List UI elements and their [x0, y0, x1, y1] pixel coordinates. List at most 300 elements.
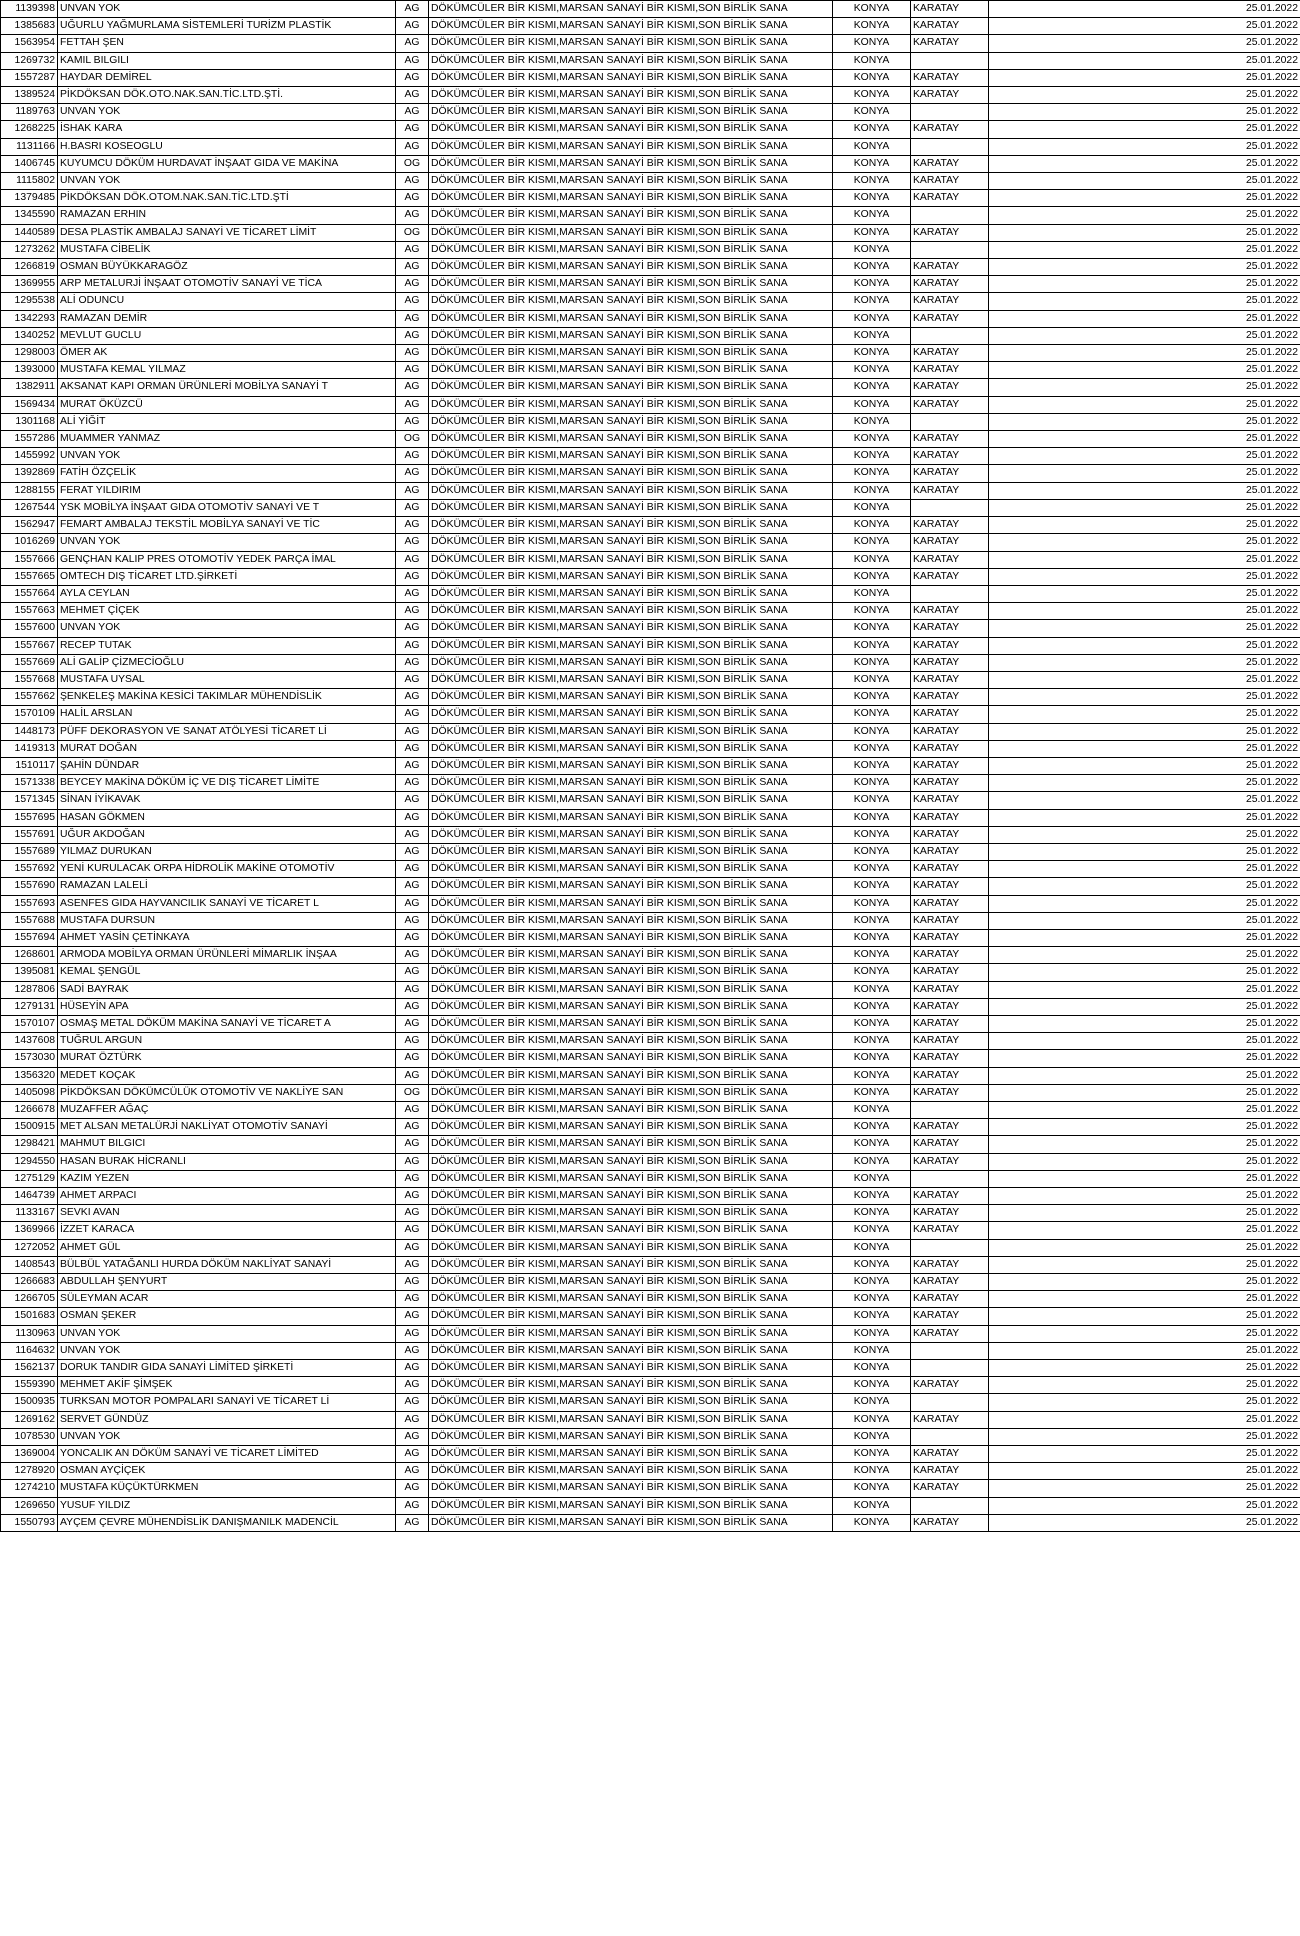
- table-row[interactable]: [1, 1274, 1300, 1291]
- cell-adres[interactable]: DÖKÜMCÜLER BİR KISMI,MARSAN SANAYİ BİR KISMI,SON BİRLİK SANA: [429, 1205, 833, 1222]
- cell-unvan[interactable]: HASAN BURAK HİCRANLI: [58, 1153, 396, 1170]
- table-row[interactable]: [1, 1377, 1300, 1394]
- cell-ilce[interactable]: KARATAY: [911, 1377, 989, 1394]
- cell-tarih[interactable]: 25.01.2022: [989, 775, 1300, 792]
- cell-il[interactable]: KONYA: [833, 104, 911, 121]
- cell-ilce[interactable]: KARATAY: [911, 534, 989, 551]
- cell-sicil-no[interactable]: 1164632: [1, 1342, 58, 1359]
- cell-gerilim-tipi[interactable]: AG: [396, 138, 429, 155]
- cell-il[interactable]: KONYA: [833, 568, 911, 585]
- cell-ilce[interactable]: KARATAY: [911, 396, 989, 413]
- cell-ilce[interactable]: KARATAY: [911, 1514, 989, 1531]
- cell-il[interactable]: KONYA: [833, 792, 911, 809]
- cell-il[interactable]: KONYA: [833, 1480, 911, 1497]
- cell-il[interactable]: KONYA: [833, 327, 911, 344]
- table-row[interactable]: [1, 499, 1300, 516]
- cell-unvan[interactable]: ALİ GALİP ÇİZMECİOĞLU: [58, 654, 396, 671]
- cell-tarih[interactable]: 25.01.2022: [989, 1239, 1300, 1256]
- cell-tarih[interactable]: 25.01.2022: [989, 379, 1300, 396]
- cell-gerilim-tipi[interactable]: AG: [396, 1239, 429, 1256]
- cell-sicil-no[interactable]: 1379485: [1, 190, 58, 207]
- cell-adres[interactable]: DÖKÜMCÜLER BİR KISMI,MARSAN SANAYİ BİR KISMI,SON BİRLİK SANA: [429, 190, 833, 207]
- cell-ilce[interactable]: KARATAY: [911, 654, 989, 671]
- table-row[interactable]: [1, 465, 1300, 482]
- cell-gerilim-tipi[interactable]: AG: [396, 1428, 429, 1445]
- cell-ilce[interactable]: KARATAY: [911, 1446, 989, 1463]
- cell-sicil-no[interactable]: 1557666: [1, 551, 58, 568]
- cell-unvan[interactable]: KAZIM YEZEN: [58, 1170, 396, 1187]
- cell-ilce[interactable]: KARATAY: [911, 121, 989, 138]
- cell-adres[interactable]: DÖKÜMCÜLER BİR KISMI,MARSAN SANAYİ BİR KISMI,SON BİRLİK SANA: [429, 1360, 833, 1377]
- table-row[interactable]: [1, 843, 1300, 860]
- cell-tarih[interactable]: 25.01.2022: [989, 861, 1300, 878]
- cell-ilce[interactable]: [911, 241, 989, 258]
- cell-ilce[interactable]: KARATAY: [911, 465, 989, 482]
- cell-adres[interactable]: DÖKÜMCÜLER BİR KISMI,MARSAN SANAYİ BİR KISMI,SON BİRLİK SANA: [429, 706, 833, 723]
- cell-ilce[interactable]: KARATAY: [911, 190, 989, 207]
- cell-ilce[interactable]: KARATAY: [911, 912, 989, 929]
- cell-sicil-no[interactable]: 1557286: [1, 431, 58, 448]
- cell-sicil-no[interactable]: 1557665: [1, 568, 58, 585]
- cell-tarih[interactable]: 25.01.2022: [989, 517, 1300, 534]
- cell-il[interactable]: KONYA: [833, 620, 911, 637]
- cell-tarih[interactable]: 25.01.2022: [989, 1153, 1300, 1170]
- cell-unvan[interactable]: RAMAZAN ERHIN: [58, 207, 396, 224]
- cell-gerilim-tipi[interactable]: AG: [396, 998, 429, 1015]
- cell-il[interactable]: KONYA: [833, 121, 911, 138]
- cell-unvan[interactable]: AKSANAT KAPI ORMAN ÜRÜNLERİ MOBİLYA SANAYİ T: [58, 379, 396, 396]
- cell-adres[interactable]: DÖKÜMCÜLER BİR KISMI,MARSAN SANAYİ BİR KISMI,SON BİRLİK SANA: [429, 1463, 833, 1480]
- cell-gerilim-tipi[interactable]: AG: [396, 861, 429, 878]
- cell-gerilim-tipi[interactable]: AG: [396, 1274, 429, 1291]
- cell-adres[interactable]: DÖKÜMCÜLER BİR KISMI,MARSAN SANAYİ BİR KISMI,SON BİRLİK SANA: [429, 1170, 833, 1187]
- cell-ilce[interactable]: KARATAY: [911, 448, 989, 465]
- cell-ilce[interactable]: KARATAY: [911, 981, 989, 998]
- cell-tarih[interactable]: 25.01.2022: [989, 1497, 1300, 1514]
- cell-gerilim-tipi[interactable]: AG: [396, 1153, 429, 1170]
- cell-adres[interactable]: DÖKÜMCÜLER BİR KISMI,MARSAN SANAYİ BİR KISMI,SON BİRLİK SANA: [429, 310, 833, 327]
- cell-gerilim-tipi[interactable]: AG: [396, 654, 429, 671]
- cell-adres[interactable]: DÖKÜMCÜLER BİR KISMI,MARSAN SANAYİ BİR KISMI,SON BİRLİK SANA: [429, 1119, 833, 1136]
- cell-tarih[interactable]: 25.01.2022: [989, 465, 1300, 482]
- cell-ilce[interactable]: [911, 1170, 989, 1187]
- cell-il[interactable]: KONYA: [833, 465, 911, 482]
- cell-gerilim-tipi[interactable]: AG: [396, 1033, 429, 1050]
- table-row[interactable]: [1, 1136, 1300, 1153]
- cell-il[interactable]: KONYA: [833, 138, 911, 155]
- cell-unvan[interactable]: ALİ ODUNCU: [58, 293, 396, 310]
- cell-gerilim-tipi[interactable]: AG: [396, 121, 429, 138]
- cell-il[interactable]: KONYA: [833, 259, 911, 276]
- cell-sicil-no[interactable]: 1557667: [1, 637, 58, 654]
- cell-tarih[interactable]: 25.01.2022: [989, 671, 1300, 688]
- cell-gerilim-tipi[interactable]: AG: [396, 413, 429, 430]
- cell-adres[interactable]: DÖKÜMCÜLER BİR KISMI,MARSAN SANAYİ BİR KISMI,SON BİRLİK SANA: [429, 276, 833, 293]
- cell-unvan[interactable]: AYLA CEYLAN: [58, 585, 396, 602]
- cell-unvan[interactable]: HÜSEYİN APA: [58, 998, 396, 1015]
- cell-gerilim-tipi[interactable]: AG: [396, 448, 429, 465]
- cell-adres[interactable]: DÖKÜMCÜLER BİR KISMI,MARSAN SANAYİ BİR KISMI,SON BİRLİK SANA: [429, 259, 833, 276]
- cell-tarih[interactable]: 25.01.2022: [989, 52, 1300, 69]
- cell-gerilim-tipi[interactable]: OG: [396, 155, 429, 172]
- cell-sicil-no[interactable]: 1500915: [1, 1119, 58, 1136]
- cell-sicil-no[interactable]: 1139398: [1, 1, 58, 18]
- table-row[interactable]: [1, 1188, 1300, 1205]
- cell-tarih[interactable]: 25.01.2022: [989, 362, 1300, 379]
- cell-tarih[interactable]: 25.01.2022: [989, 259, 1300, 276]
- cell-gerilim-tipi[interactable]: AG: [396, 35, 429, 52]
- cell-tarih[interactable]: 25.01.2022: [989, 1256, 1300, 1273]
- cell-adres[interactable]: DÖKÜMCÜLER BİR KISMI,MARSAN SANAYİ BİR KISMI,SON BİRLİK SANA: [429, 87, 833, 104]
- cell-tarih[interactable]: 25.01.2022: [989, 964, 1300, 981]
- cell-unvan[interactable]: UĞUR AKDOĞAN: [58, 826, 396, 843]
- cell-sicil-no[interactable]: 1345590: [1, 207, 58, 224]
- table-row[interactable]: [1, 1360, 1300, 1377]
- cell-sicil-no[interactable]: 1570109: [1, 706, 58, 723]
- cell-ilce[interactable]: KARATAY: [911, 861, 989, 878]
- cell-ilce[interactable]: KARATAY: [911, 1067, 989, 1084]
- cell-tarih[interactable]: 25.01.2022: [989, 1446, 1300, 1463]
- cell-sicil-no[interactable]: 1301168: [1, 413, 58, 430]
- cell-unvan[interactable]: SADİ BAYRAK: [58, 981, 396, 998]
- cell-gerilim-tipi[interactable]: AG: [396, 327, 429, 344]
- cell-il[interactable]: KONYA: [833, 413, 911, 430]
- cell-gerilim-tipi[interactable]: AG: [396, 912, 429, 929]
- cell-sicil-no[interactable]: 1340252: [1, 327, 58, 344]
- table-row[interactable]: [1, 207, 1300, 224]
- cell-sicil-no[interactable]: 1557691: [1, 826, 58, 843]
- cell-adres[interactable]: DÖKÜMCÜLER BİR KISMI,MARSAN SANAYİ BİR KISMI,SON BİRLİK SANA: [429, 826, 833, 843]
- cell-sicil-no[interactable]: 1133167: [1, 1205, 58, 1222]
- cell-adres[interactable]: DÖKÜMCÜLER BİR KISMI,MARSAN SANAYİ BİR KISMI,SON BİRLİK SANA: [429, 1325, 833, 1342]
- cell-adres[interactable]: DÖKÜMCÜLER BİR KISMI,MARSAN SANAYİ BİR KISMI,SON BİRLİK SANA: [429, 878, 833, 895]
- table-row[interactable]: [1, 1325, 1300, 1342]
- cell-sicil-no[interactable]: 1569434: [1, 396, 58, 413]
- cell-gerilim-tipi[interactable]: AG: [396, 551, 429, 568]
- table-row[interactable]: [1, 878, 1300, 895]
- cell-gerilim-tipi[interactable]: AG: [396, 517, 429, 534]
- table-row[interactable]: [1, 379, 1300, 396]
- table-row[interactable]: [1, 654, 1300, 671]
- table-row[interactable]: [1, 224, 1300, 241]
- cell-tarih[interactable]: 25.01.2022: [989, 396, 1300, 413]
- cell-tarih[interactable]: 25.01.2022: [989, 912, 1300, 929]
- cell-sicil-no[interactable]: 1501683: [1, 1308, 58, 1325]
- cell-ilce[interactable]: KARATAY: [911, 379, 989, 396]
- cell-il[interactable]: KONYA: [833, 1514, 911, 1531]
- cell-tarih[interactable]: 25.01.2022: [989, 1463, 1300, 1480]
- cell-sicil-no[interactable]: 1406745: [1, 155, 58, 172]
- cell-il[interactable]: KONYA: [833, 998, 911, 1015]
- cell-gerilim-tipi[interactable]: AG: [396, 310, 429, 327]
- cell-ilce[interactable]: KARATAY: [911, 637, 989, 654]
- cell-sicil-no[interactable]: 1279131: [1, 998, 58, 1015]
- cell-il[interactable]: KONYA: [833, 517, 911, 534]
- cell-adres[interactable]: DÖKÜMCÜLER BİR KISMI,MARSAN SANAYİ BİR KISMI,SON BİRLİK SANA: [429, 1033, 833, 1050]
- table-row[interactable]: [1, 52, 1300, 69]
- cell-unvan[interactable]: AYÇEM ÇEVRE MÜHENDİSLİK DANIŞMANILK MADENCİL: [58, 1514, 396, 1531]
- cell-tarih[interactable]: 25.01.2022: [989, 603, 1300, 620]
- cell-unvan[interactable]: MET ALSAN METALÜRJİ NAKLİYAT OTOMOTİV SANAYİ: [58, 1119, 396, 1136]
- table-row[interactable]: [1, 104, 1300, 121]
- cell-adres[interactable]: DÖKÜMCÜLER BİR KISMI,MARSAN SANAYİ BİR KISMI,SON BİRLİK SANA: [429, 585, 833, 602]
- cell-adres[interactable]: DÖKÜMCÜLER BİR KISMI,MARSAN SANAYİ BİR KISMI,SON BİRLİK SANA: [429, 1480, 833, 1497]
- cell-tarih[interactable]: 25.01.2022: [989, 1102, 1300, 1119]
- cell-sicil-no[interactable]: 1298003: [1, 345, 58, 362]
- cell-il[interactable]: KONYA: [833, 1428, 911, 1445]
- cell-tarih[interactable]: 25.01.2022: [989, 431, 1300, 448]
- cell-il[interactable]: KONYA: [833, 947, 911, 964]
- table-row[interactable]: [1, 1067, 1300, 1084]
- cell-unvan[interactable]: UNVAN YOK: [58, 448, 396, 465]
- cell-sicil-no[interactable]: 1570107: [1, 1015, 58, 1032]
- table-row[interactable]: [1, 1050, 1300, 1067]
- cell-tarih[interactable]: 25.01.2022: [989, 18, 1300, 35]
- cell-il[interactable]: KONYA: [833, 654, 911, 671]
- cell-il[interactable]: KONYA: [833, 585, 911, 602]
- table-row[interactable]: [1, 1084, 1300, 1101]
- cell-il[interactable]: KONYA: [833, 1222, 911, 1239]
- cell-tarih[interactable]: 25.01.2022: [989, 826, 1300, 843]
- cell-adres[interactable]: DÖKÜMCÜLER BİR KISMI,MARSAN SANAYİ BİR KISMI,SON BİRLİK SANA: [429, 18, 833, 35]
- cell-unvan[interactable]: AHMET YASİN ÇETİNKAYA: [58, 929, 396, 946]
- cell-il[interactable]: KONYA: [833, 878, 911, 895]
- table-row[interactable]: [1, 1342, 1300, 1359]
- cell-gerilim-tipi[interactable]: OG: [396, 431, 429, 448]
- cell-tarih[interactable]: 25.01.2022: [989, 121, 1300, 138]
- table-row[interactable]: [1, 1170, 1300, 1187]
- cell-sicil-no[interactable]: 1131166: [1, 138, 58, 155]
- cell-unvan[interactable]: MUAMMER YANMAZ: [58, 431, 396, 448]
- cell-sicil-no[interactable]: 1385683: [1, 18, 58, 35]
- cell-il[interactable]: KONYA: [833, 775, 911, 792]
- table-row[interactable]: [1, 396, 1300, 413]
- cell-unvan[interactable]: OSMAN BÜYÜKKARAGÖZ: [58, 259, 396, 276]
- cell-unvan[interactable]: SİNAN İYİKAVAK: [58, 792, 396, 809]
- cell-unvan[interactable]: FERAT YILDIRIM: [58, 482, 396, 499]
- cell-gerilim-tipi[interactable]: AG: [396, 1188, 429, 1205]
- cell-adres[interactable]: DÖKÜMCÜLER BİR KISMI,MARSAN SANAYİ BİR KISMI,SON BİRLİK SANA: [429, 1050, 833, 1067]
- cell-unvan[interactable]: YILMAZ DURUKAN: [58, 843, 396, 860]
- cell-adres[interactable]: DÖKÜMCÜLER BİR KISMI,MARSAN SANAYİ BİR KISMI,SON BİRLİK SANA: [429, 379, 833, 396]
- table-row[interactable]: [1, 1308, 1300, 1325]
- table-row[interactable]: [1, 929, 1300, 946]
- cell-ilce[interactable]: KARATAY: [911, 1, 989, 18]
- cell-il[interactable]: KONYA: [833, 155, 911, 172]
- cell-ilce[interactable]: KARATAY: [911, 620, 989, 637]
- cell-tarih[interactable]: 25.01.2022: [989, 981, 1300, 998]
- cell-adres[interactable]: DÖKÜMCÜLER BİR KISMI,MARSAN SANAYİ BİR KISMI,SON BİRLİK SANA: [429, 207, 833, 224]
- cell-il[interactable]: KONYA: [833, 826, 911, 843]
- cell-unvan[interactable]: MUSTAFA KÜÇÜKTÜRKMEN: [58, 1480, 396, 1497]
- cell-unvan[interactable]: KEMAL ŞENGÜL: [58, 964, 396, 981]
- cell-sicil-no[interactable]: 1130963: [1, 1325, 58, 1342]
- cell-ilce[interactable]: [911, 1394, 989, 1411]
- cell-il[interactable]: KONYA: [833, 35, 911, 52]
- table-row[interactable]: [1, 981, 1300, 998]
- cell-unvan[interactable]: UNVAN YOK: [58, 1428, 396, 1445]
- cell-gerilim-tipi[interactable]: AG: [396, 499, 429, 516]
- cell-unvan[interactable]: MUSTAFA KEMAL YILMAZ: [58, 362, 396, 379]
- cell-adres[interactable]: DÖKÜMCÜLER BİR KISMI,MARSAN SANAYİ BİR KISMI,SON BİRLİK SANA: [429, 241, 833, 258]
- cell-unvan[interactable]: MEHMET AKİF ŞİMŞEK: [58, 1377, 396, 1394]
- cell-ilce[interactable]: [911, 1239, 989, 1256]
- cell-il[interactable]: KONYA: [833, 551, 911, 568]
- cell-gerilim-tipi[interactable]: AG: [396, 895, 429, 912]
- table-row[interactable]: [1, 912, 1300, 929]
- cell-ilce[interactable]: KARATAY: [911, 843, 989, 860]
- cell-tarih[interactable]: 25.01.2022: [989, 1119, 1300, 1136]
- cell-adres[interactable]: DÖKÜMCÜLER BİR KISMI,MARSAN SANAYİ BİR KISMI,SON BİRLİK SANA: [429, 1153, 833, 1170]
- cell-tarih[interactable]: 25.01.2022: [989, 224, 1300, 241]
- cell-sicil-no[interactable]: 1500935: [1, 1394, 58, 1411]
- cell-il[interactable]: KONYA: [833, 981, 911, 998]
- cell-sicil-no[interactable]: 1559390: [1, 1377, 58, 1394]
- cell-ilce[interactable]: KARATAY: [911, 517, 989, 534]
- cell-unvan[interactable]: MUZAFFER AĞAÇ: [58, 1102, 396, 1119]
- cell-ilce[interactable]: [911, 104, 989, 121]
- cell-unvan[interactable]: UNVAN YOK: [58, 534, 396, 551]
- table-row[interactable]: [1, 1119, 1300, 1136]
- cell-gerilim-tipi[interactable]: AG: [396, 1463, 429, 1480]
- table-row[interactable]: [1, 1446, 1300, 1463]
- cell-gerilim-tipi[interactable]: AG: [396, 69, 429, 86]
- cell-sicil-no[interactable]: 1557287: [1, 69, 58, 86]
- cell-gerilim-tipi[interactable]: AG: [396, 52, 429, 69]
- cell-adres[interactable]: DÖKÜMCÜLER BİR KISMI,MARSAN SANAYİ BİR KISMI,SON BİRLİK SANA: [429, 534, 833, 551]
- cell-il[interactable]: KONYA: [833, 809, 911, 826]
- cell-ilce[interactable]: KARATAY: [911, 259, 989, 276]
- cell-il[interactable]: KONYA: [833, 534, 911, 551]
- cell-il[interactable]: KONYA: [833, 1325, 911, 1342]
- cell-gerilim-tipi[interactable]: AG: [396, 792, 429, 809]
- cell-tarih[interactable]: 25.01.2022: [989, 1325, 1300, 1342]
- cell-tarih[interactable]: 25.01.2022: [989, 190, 1300, 207]
- cell-unvan[interactable]: UNVAN YOK: [58, 1325, 396, 1342]
- cell-gerilim-tipi[interactable]: AG: [396, 981, 429, 998]
- cell-gerilim-tipi[interactable]: AG: [396, 603, 429, 620]
- cell-gerilim-tipi[interactable]: AG: [396, 276, 429, 293]
- cell-ilce[interactable]: KARATAY: [911, 1153, 989, 1170]
- cell-gerilim-tipi[interactable]: AG: [396, 964, 429, 981]
- cell-ilce[interactable]: KARATAY: [911, 723, 989, 740]
- cell-adres[interactable]: DÖKÜMCÜLER BİR KISMI,MARSAN SANAYİ BİR KISMI,SON BİRLİK SANA: [429, 1394, 833, 1411]
- table-row[interactable]: [1, 1, 1300, 18]
- cell-ilce[interactable]: [911, 138, 989, 155]
- cell-gerilim-tipi[interactable]: AG: [396, 396, 429, 413]
- cell-unvan[interactable]: YENİ KURULACAK ORPA HİDROLİK MAKİNE OTOMOTİV: [58, 861, 396, 878]
- cell-gerilim-tipi[interactable]: AG: [396, 465, 429, 482]
- cell-adres[interactable]: DÖKÜMCÜLER BİR KISMI,MARSAN SANAYİ BİR KISMI,SON BİRLİK SANA: [429, 551, 833, 568]
- cell-il[interactable]: KONYA: [833, 499, 911, 516]
- cell-il[interactable]: KONYA: [833, 1119, 911, 1136]
- cell-unvan[interactable]: MEDET KOÇAK: [58, 1067, 396, 1084]
- cell-gerilim-tipi[interactable]: AG: [396, 1205, 429, 1222]
- cell-gerilim-tipi[interactable]: AG: [396, 671, 429, 688]
- cell-gerilim-tipi[interactable]: AG: [396, 1411, 429, 1428]
- cell-tarih[interactable]: 25.01.2022: [989, 413, 1300, 430]
- cell-ilce[interactable]: KARATAY: [911, 482, 989, 499]
- cell-il[interactable]: KONYA: [833, 1377, 911, 1394]
- cell-il[interactable]: KONYA: [833, 173, 911, 190]
- cell-tarih[interactable]: 25.01.2022: [989, 1050, 1300, 1067]
- cell-adres[interactable]: DÖKÜMCÜLER BİR KISMI,MARSAN SANAYİ BİR KISMI,SON BİRLİK SANA: [429, 69, 833, 86]
- cell-sicil-no[interactable]: 1273262: [1, 241, 58, 258]
- cell-adres[interactable]: DÖKÜMCÜLER BİR KISMI,MARSAN SANAYİ BİR KISMI,SON BİRLİK SANA: [429, 1067, 833, 1084]
- cell-unvan[interactable]: MUSTAFA UYSAL: [58, 671, 396, 688]
- cell-tarih[interactable]: 25.01.2022: [989, 138, 1300, 155]
- cell-sicil-no[interactable]: 1571338: [1, 775, 58, 792]
- cell-ilce[interactable]: [911, 207, 989, 224]
- cell-ilce[interactable]: KARATAY: [911, 1084, 989, 1101]
- cell-unvan[interactable]: H.BASRI KOSEOGLU: [58, 138, 396, 155]
- cell-tarih[interactable]: 25.01.2022: [989, 1084, 1300, 1101]
- cell-gerilim-tipi[interactable]: AG: [396, 947, 429, 964]
- cell-unvan[interactable]: SERVET GÜNDÜZ: [58, 1411, 396, 1428]
- cell-il[interactable]: KONYA: [833, 637, 911, 654]
- cell-il[interactable]: KONYA: [833, 929, 911, 946]
- cell-gerilim-tipi[interactable]: AG: [396, 87, 429, 104]
- cell-gerilim-tipi[interactable]: AG: [396, 1256, 429, 1273]
- cell-unvan[interactable]: KUYUMCU DÖKÜM HURDAVAT İNŞAAT GIDA VE MAKİNA: [58, 155, 396, 172]
- cell-il[interactable]: KONYA: [833, 69, 911, 86]
- cell-unvan[interactable]: UNVAN YOK: [58, 104, 396, 121]
- cell-ilce[interactable]: [911, 1102, 989, 1119]
- cell-unvan[interactable]: UĞURLU YAĞMURLAMA SİSTEMLERİ TURİZM PLASTİK: [58, 18, 396, 35]
- cell-ilce[interactable]: KARATAY: [911, 173, 989, 190]
- cell-ilce[interactable]: KARATAY: [911, 1325, 989, 1342]
- cell-gerilim-tipi[interactable]: AG: [396, 379, 429, 396]
- cell-ilce[interactable]: KARATAY: [911, 35, 989, 52]
- cell-unvan[interactable]: MURAT ÖKÜZCÜ: [58, 396, 396, 413]
- cell-il[interactable]: KONYA: [833, 190, 911, 207]
- table-row[interactable]: [1, 1256, 1300, 1273]
- cell-gerilim-tipi[interactable]: AG: [396, 1, 429, 18]
- cell-sicil-no[interactable]: 1573030: [1, 1050, 58, 1067]
- cell-adres[interactable]: DÖKÜMCÜLER BİR KISMI,MARSAN SANAYİ BİR KISMI,SON BİRLİK SANA: [429, 723, 833, 740]
- cell-sicil-no[interactable]: 1557662: [1, 689, 58, 706]
- cell-ilce[interactable]: KARATAY: [911, 757, 989, 774]
- cell-il[interactable]: KONYA: [833, 689, 911, 706]
- cell-ilce[interactable]: [911, 1360, 989, 1377]
- cell-ilce[interactable]: KARATAY: [911, 87, 989, 104]
- cell-ilce[interactable]: KARATAY: [911, 1119, 989, 1136]
- cell-ilce[interactable]: KARATAY: [911, 878, 989, 895]
- cell-gerilim-tipi[interactable]: AG: [396, 1480, 429, 1497]
- cell-sicil-no[interactable]: 1395081: [1, 964, 58, 981]
- cell-ilce[interactable]: KARATAY: [911, 671, 989, 688]
- cell-unvan[interactable]: SÜLEYMAN ACAR: [58, 1291, 396, 1308]
- cell-adres[interactable]: DÖKÜMCÜLER BİR KISMI,MARSAN SANAYİ BİR KISMI,SON BİRLİK SANA: [429, 413, 833, 430]
- cell-ilce[interactable]: KARATAY: [911, 998, 989, 1015]
- cell-adres[interactable]: DÖKÜMCÜLER BİR KISMI,MARSAN SANAYİ BİR KISMI,SON BİRLİK SANA: [429, 603, 833, 620]
- cell-gerilim-tipi[interactable]: AG: [396, 1446, 429, 1463]
- cell-adres[interactable]: DÖKÜMCÜLER BİR KISMI,MARSAN SANAYİ BİR KISMI,SON BİRLİK SANA: [429, 1308, 833, 1325]
- cell-adres[interactable]: DÖKÜMCÜLER BİR KISMI,MARSAN SANAYİ BİR KISMI,SON BİRLİK SANA: [429, 620, 833, 637]
- cell-tarih[interactable]: 25.01.2022: [989, 173, 1300, 190]
- cell-sicil-no[interactable]: 1269162: [1, 1411, 58, 1428]
- cell-il[interactable]: KONYA: [833, 87, 911, 104]
- cell-adres[interactable]: DÖKÜMCÜLER BİR KISMI,MARSAN SANAYİ BİR KISMI,SON BİRLİK SANA: [429, 1291, 833, 1308]
- cell-unvan[interactable]: İSHAK KARA: [58, 121, 396, 138]
- cell-il[interactable]: KONYA: [833, 843, 911, 860]
- cell-il[interactable]: KONYA: [833, 1033, 911, 1050]
- table-row[interactable]: [1, 241, 1300, 258]
- cell-adres[interactable]: DÖKÜMCÜLER BİR KISMI,MARSAN SANAYİ BİR KISMI,SON BİRLİK SANA: [429, 740, 833, 757]
- cell-il[interactable]: KONYA: [833, 1153, 911, 1170]
- cell-il[interactable]: KONYA: [833, 1274, 911, 1291]
- table-row[interactable]: [1, 448, 1300, 465]
